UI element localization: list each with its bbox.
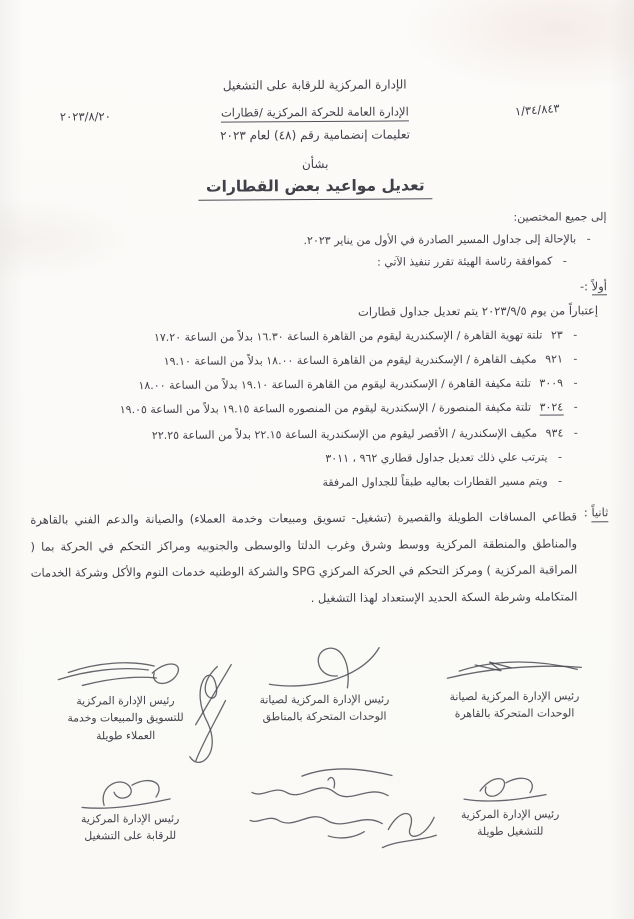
intro-item — [29, 232, 591, 248]
signature-block-marketing-sales — [51, 649, 200, 745]
signature-title-line: رئيس الإدارة المركزية لصيانة — [259, 692, 390, 707]
dash-bullet: - — [573, 376, 578, 390]
first-section-marker — [29, 279, 607, 297]
dash-bullet: - — [573, 352, 578, 366]
signature-icon — [251, 640, 397, 691]
signature-title-line: رئيس الإدارة المركزية لصيانة — [449, 689, 580, 704]
dash-bullet: - — [558, 474, 563, 488]
train-note — [30, 451, 562, 467]
train-item — [30, 426, 578, 442]
train-number: ٩٣٤ — [545, 426, 564, 440]
signature-block-handwritten — [242, 765, 403, 853]
dash-bullet: - — [573, 328, 578, 342]
train-item — [29, 352, 577, 368]
signature-title-line: للتسويق والمبيعات وخدمة — [67, 711, 184, 726]
train-item-text: مكيف الإسكندرية / الأقصر ليقوم من الإسكندرية الساعة ٢٢.١٥ بدلاً من الساعة ٢٢.٢٥ — [151, 426, 538, 443]
train-item-text: تلتة مكيفة المنصورة / الإسكندرية ليقوم من المنصوره الساعة ١٩.١٥ بدلاً من الساعة ١٩.٠٥ — [119, 400, 532, 417]
signature-icon — [450, 770, 570, 805]
document-date: ٢٠٢٣/٨/٢٠ — [59, 109, 111, 124]
addressee-line: إلى جميع المختصين: — [513, 210, 607, 224]
train-number: ٩٢١ — [545, 352, 563, 366]
train-item-text: مكيف القاهرة / الإسكندرية ليقوم من القاهرة الساعة ١٨.٠٠ بدلاً من الساعة ١٩.١٠ — [163, 352, 537, 368]
train-number: ٣٠٠٩ — [539, 376, 564, 390]
signature-block-operations-control — [60, 775, 200, 846]
signature-title-line: الوحدات المتحركة بالقاهرة — [454, 706, 575, 721]
signature-block-maintenance-regions — [249, 640, 400, 727]
dash-bullet: - — [562, 254, 567, 268]
signature-title-line: رئيس الإدارة المركزية — [80, 811, 180, 826]
intro-item — [29, 254, 567, 270]
instruction-line: تعليمات إنضمامية رقم (٤٨) لعام ٢٠٢٣ — [220, 127, 411, 143]
org-line-1: الإدارة المركزية للرقابة على التشغيل — [222, 77, 407, 93]
train-item — [29, 328, 577, 344]
train-note — [30, 475, 562, 491]
second-section-text: قطاعي المسافات الطويلة والقصيرة (تشغيل- تسويق ومبيعات وخدمة العملاء) والصيانة والدعم الفني بالقاهرة والمناطق والمنطقة المركزية ووسط وشرق وغرب الدلتا والوسطى والجنوبيه ومراكز التحكم في الحركة بما ( المراقبة المركزية ) ومركز التحكم في الحركة المركزي SPG والشركة الوطنيه خدمات النوم والأكل وشركة الخدمات المتكامله وشرطة السكة الحديد الإستعداد لهذا التشغيل . — [30, 509, 578, 606]
handwritten-signature-icon — [244, 765, 401, 852]
signature-block-operations-long — [440, 770, 580, 841]
signature-icon — [70, 775, 190, 810]
dash-bullet: - — [557, 450, 563, 464]
second-section — [30, 503, 609, 613]
train-number: ٢٣ — [550, 328, 563, 342]
train-item — [30, 376, 578, 392]
signature-title-line: رئيس الإدارة المركزية — [76, 693, 175, 708]
signature-title-line: للتشغيل طويلة — [477, 825, 544, 839]
signature-title-line: الوحدات المتحركة بالمناطق — [262, 710, 387, 724]
signature-block-maintenance-cairo — [439, 640, 589, 723]
train-note-text: يترتب علي ذلك تعديل جداول قطاري ٩٦٢ ، ٣٠١١ — [325, 450, 548, 465]
document-title-wrap — [0, 174, 632, 202]
train-number: ٣٠٢٤ — [539, 400, 564, 414]
train-item-text: تلتة مكيفة القاهرة / الإسكندرية ليقوم من القاهرة الساعة ١٩.١٠ بدلاً من الساعة ١٨.٠٠ — [138, 376, 531, 393]
dash-bullet: - — [573, 400, 578, 414]
signature-title-line: رئيس الإدارة المركزية — [460, 807, 560, 822]
intro-item-text: كموافقة رئاسة الهيئة تقرر تنفيذ الآتي : — [377, 254, 553, 269]
train-item — [30, 400, 578, 418]
effective-date-line: إعتباراً من يوم ٢٠٢٣/٩/٥ يتم تعديل جداول قطارات — [357, 303, 599, 319]
intro-item-text: بالإحالة إلى جداول المسير الصادرة في الأول من يناير ٢٠٢٣. — [303, 232, 577, 248]
first-section-tail: :- — [579, 279, 589, 294]
second-section-word: ثانياً — [591, 505, 608, 522]
second-section-marker — [584, 503, 609, 519]
signature-title-line: للرقابة على التشغيل — [84, 829, 177, 843]
first-section-word: أولاً — [591, 279, 607, 294]
document-title: تعديل مواعيد بعض القطارات — [198, 176, 433, 200]
dash-bullet: - — [586, 232, 591, 246]
train-list — [29, 328, 608, 491]
subject-label: بشأن — [301, 156, 329, 172]
signature-icon — [441, 640, 587, 687]
train-note-text: ويتم مسير القطارات بعاليه طبقاً للجداول المرفقة — [322, 474, 548, 489]
train-item-text: تلتة تهوية القاهرة / الإسكندرية ليقوم من القاهرة الساعة ١٦.٣٠ بدلاً من الساعة ١٧.٢٠ — [153, 328, 543, 344]
signature-flourish-icon — [175, 660, 246, 778]
signature-title-line: العملاء طويلة — [96, 728, 156, 743]
reference-number: ١/٣٤/٨٤٣ — [514, 100, 561, 119]
second-section-colon: : — [583, 505, 588, 520]
dash-bullet: - — [573, 426, 578, 440]
org-line-2: الإدارة العامة للحركة المركزية /قطارات — [221, 104, 409, 122]
document-body — [28, 210, 608, 613]
